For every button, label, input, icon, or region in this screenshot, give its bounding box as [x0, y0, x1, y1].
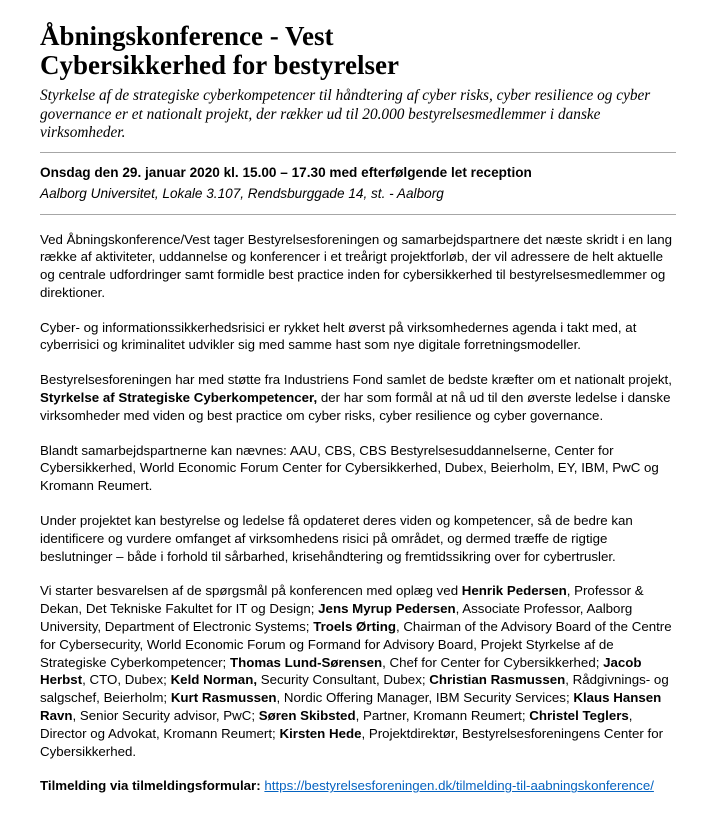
- speaker-name: Troels Ørting: [313, 619, 396, 635]
- speaker-name: Keld Norman,: [170, 672, 258, 688]
- title-line-2: Cybersikkerhed for bestyrelser: [40, 50, 399, 80]
- speaker-name: Christian Rasmussen: [429, 672, 566, 688]
- paragraph-partners: Blandt samarbejdspartnerne kan nævnes: AAU, CBS, CBS Bestyrelsesuddannelserne, Center for Cybersikkerhed, World Economic Forum Center for Cybersikkerhed, Dubex, Beierholm, EY, IBM, PwC og Kromann Reumert.: [40, 442, 659, 494]
- speaker-role: , CTO, Dubex;: [82, 672, 167, 688]
- signup-colon: :: [256, 778, 261, 794]
- speaker-role: , Chairman of the Advisory Board of the Centre for Cybersecurity, World Economic Forum og Formand for Advisory Board, Projekt Styrkelse af de Strategiske Cyberkompetencer;: [40, 619, 672, 670]
- speaker-name: Christel Teglers: [529, 708, 629, 724]
- speaker-name: Jens Myrup Pedersen: [318, 601, 456, 617]
- speaker-name: Jacob Herbst: [40, 654, 642, 688]
- signup-line: [40, 777, 676, 795]
- paragraph-project: [40, 371, 676, 424]
- paragraph-intro: Ved Åbningskonference/Vest tager Bestyrelsesforeningen og samarbejdspartnere det næste skridt i en lang række af aktiviteter, uddannelse og konferencer i et treårigt projektforløb, der vil adressere de helt aktuelle og centrale udfordringer samt formidle best practice inden for cybersikkerhed til bestyrelsesmedlemmer og direktioner.: [40, 231, 672, 300]
- speaker-name: Henrik Pedersen: [461, 583, 567, 599]
- speakers-intro: Vi starter besvarelsen af de spørgsmål på konferencen med oplæg ved: [40, 583, 459, 599]
- page-title: [40, 0, 676, 80]
- speaker-role: , Partner, Kromann Reumert;: [355, 708, 526, 724]
- speaker-role: , Projektdirektør, Bestyrelsesforeningens Center for Cybersikkerhed.: [40, 725, 664, 759]
- speaker-name: Klaus Hansen Ravn: [40, 690, 662, 724]
- signup-link[interactable]: https://bestyrelsesforeningen.dk/tilmelding-til-aabningskonference/: [264, 778, 654, 794]
- paragraph-risks: Cyber- og informationssikkerhedsrisici er rykket helt øverst på virksomhedernes agenda i takt med, at cyberrisici og kriminalitet udvikler sig med samme hast som nye digitale forretningsmodeller.: [40, 319, 637, 353]
- paragraph-project-text-b: der har som formål at nå ud til den øverste ledelse i danske virksomheder med viden og best practice om cyber risks, cyber resilience og cyber governance.: [40, 390, 671, 423]
- event-date: Onsdag den 29. januar 2020 kl. 15.00 – 17.30 med efterfølgende let reception: [40, 164, 532, 180]
- signup-label: Tilmelding via tilmeldingsformular: [40, 778, 257, 794]
- title-line-1: Åbningskonference - Vest: [40, 21, 334, 51]
- subtitle: Styrkelse af de strategiske cyberkompetencer til håndtering af cyber risks, cyber resilience og cyber governance er et nationalt projekt, der rækker ud til 20.000 bestyrelsesmedlemmer i danske virksomheder.: [40, 87, 651, 141]
- event-info: [40, 162, 676, 204]
- body-text: [40, 231, 676, 796]
- speaker-role: , Director og Advokat, Kromann Reumert;: [40, 708, 633, 741]
- speaker-role: , Rådgivnings- og salgschef, Beierholm;: [40, 672, 669, 706]
- speaker-role: , Nordic Offering Manager, IBM Security Services;: [276, 690, 570, 706]
- paragraph-project-text-a: Bestyrelsesforeningen har med støtte fra Industriens Fond samlet de bedste kræfter om et nationalt projekt,: [40, 372, 672, 388]
- speaker-role: , Senior Security advisor, PwC;: [72, 708, 256, 724]
- paragraph-speakers: [40, 582, 676, 760]
- speaker-name: Thomas Lund-Sørensen: [229, 654, 383, 670]
- event-location: Aalborg Universitet, Lokale 3.107, Rendsburggade 14, st. - Aalborg: [40, 185, 444, 201]
- divider-top: [40, 152, 676, 153]
- speaker-role: , Professor & Dekan, Det Tekniske Fakultet for IT og Design;: [40, 583, 644, 617]
- divider-bottom: [40, 214, 676, 215]
- speaker-role: Security Consultant, Dubex;: [260, 672, 426, 688]
- project-name: Styrkelse af Strategiske Cyberkompetencer,: [40, 390, 318, 406]
- speaker-name: Kurt Rasmussen: [170, 690, 277, 706]
- speaker-name: Søren Skibsted: [258, 708, 356, 724]
- speaker-role: , Chef for Center for Cybersikkerhed;: [382, 654, 600, 670]
- speaker-role: , Associate Professor, Aalborg University, Department of Electronic Systems;: [40, 601, 633, 635]
- paragraph-purpose: Under projektet kan bestyrelse og ledelse få opdateret deres viden og kompetencer, så de bedre kan identificere og vurdere omfanget af virksomhedens risici på området, og dermed træffe de rigtige beslutninger – både i forhold til sårbarhed, krisehåndtering og fremtidssikring over for cybertrusler.: [40, 513, 633, 564]
- speaker-name: Kirsten Hede: [279, 725, 362, 741]
